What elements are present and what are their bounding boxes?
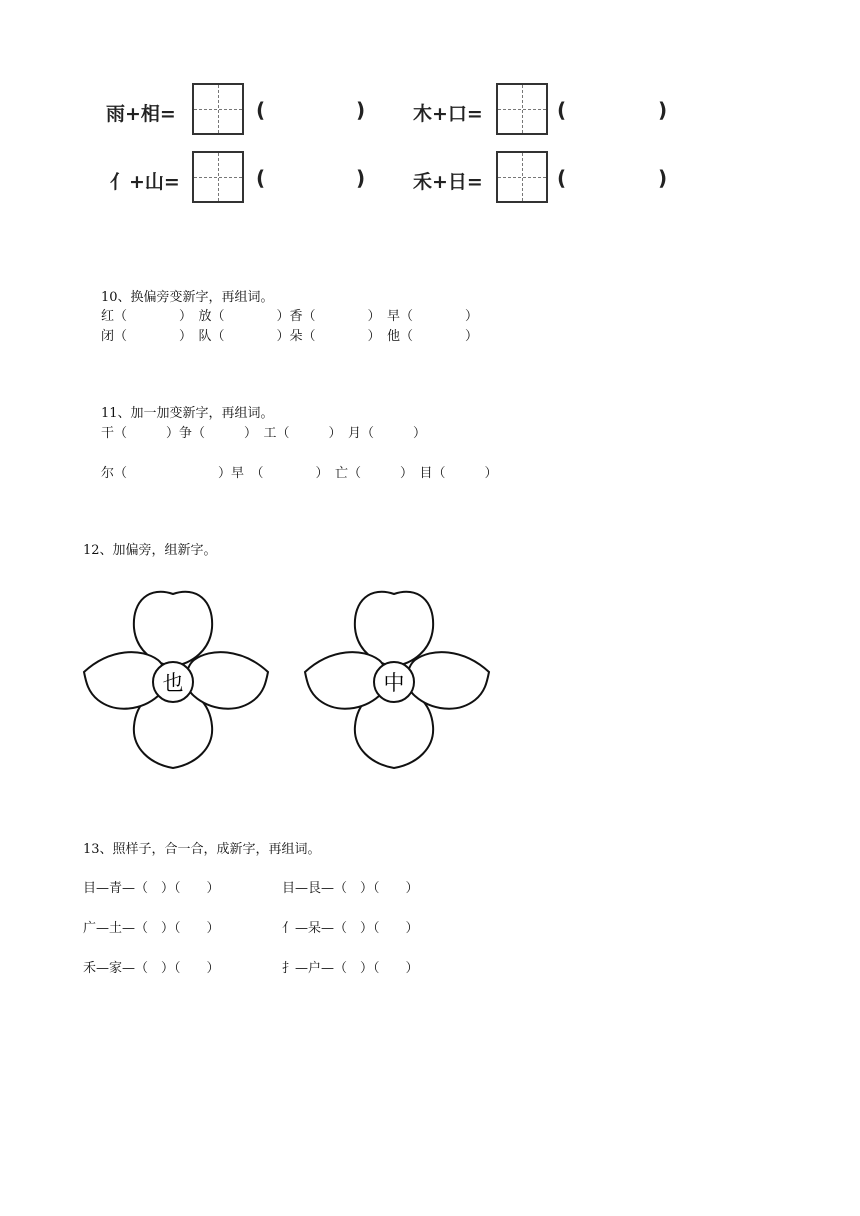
fill-in-line[interactable]: 干（ ）争（ ） 工（ ） 月（ ） [101,426,427,441]
question-title: 13、照样子，合一合，成新字，再组词。 [83,842,321,857]
combine-item[interactable]: 禾—家—（ ）（ ） [83,961,220,976]
equation-text: 亻+山= [110,171,180,193]
equation-text: 木+口= [413,103,483,125]
flower-center-char: 也 [162,671,184,695]
combine-item[interactable]: 扌—户—（ ）（ ） [282,961,419,976]
combine-item[interactable]: 目—青—（ ）（ ） [83,881,220,896]
close-paren: ) [658,98,668,122]
combine-item[interactable]: 目—艮—（ ）（ ） [282,881,419,896]
flowers-figure [80,588,500,780]
open-paren: ( [256,98,266,122]
tian-grid-answer-box[interactable] [192,83,244,135]
question-title: 11、加一加变新字，再组词。 [101,406,274,421]
open-paren: ( [557,166,567,190]
equation-text: 禾+日= [413,171,483,193]
flower-center-char: 中 [383,671,405,695]
fill-in-line[interactable]: 闭（ ） 队（ ）朵（ ） 他（ ） [101,329,479,344]
fill-in-line[interactable]: 尔（ ）早 （ ） 亡（ ） 目（ ） [101,466,498,481]
tian-grid-answer-box[interactable] [192,151,244,203]
open-paren: ( [256,166,266,190]
close-paren: ) [356,98,366,122]
question-title: 10、换偏旁变新字，再组词。 [101,290,274,305]
question-title: 12、加偏旁，组新字。 [83,543,217,558]
equation-text: 雨+相= [106,103,176,125]
close-paren: ) [658,166,668,190]
flower-right [305,592,489,768]
close-paren: ) [356,166,366,190]
tian-grid-answer-box[interactable] [496,151,548,203]
open-paren: ( [557,98,567,122]
fill-in-line[interactable]: 红（ ） 放（ ）香（ ） 早（ ） [101,309,479,324]
combine-item[interactable]: 亻—呆—（ ）（ ） [282,921,419,936]
combine-item[interactable]: 广—土—（ ）（ ） [83,921,220,936]
flower-left [84,592,268,768]
tian-grid-answer-box[interactable] [496,83,548,135]
